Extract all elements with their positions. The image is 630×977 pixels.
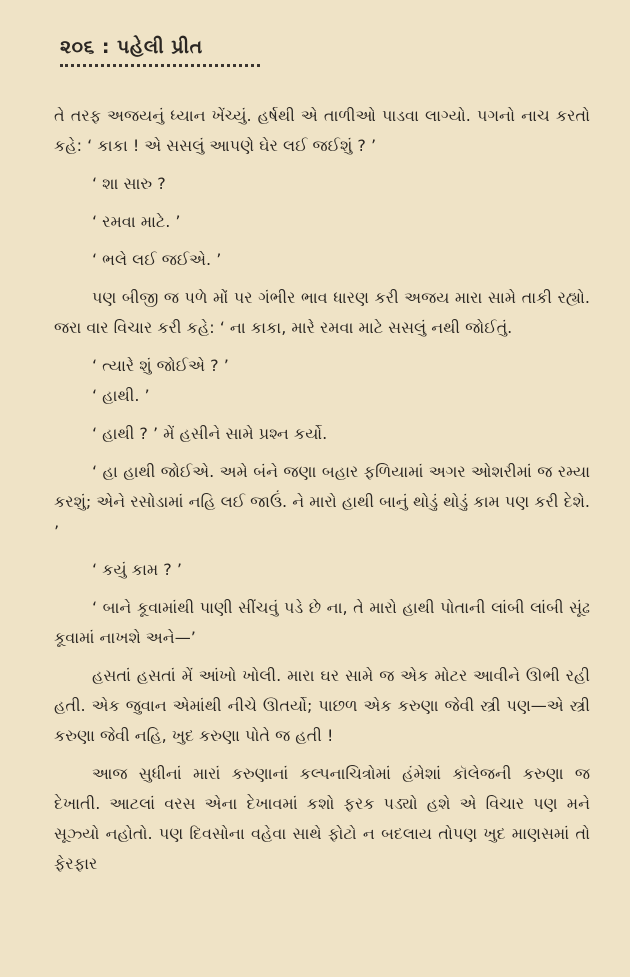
dialogue-line: ‘ રમવા માટે. ’ bbox=[92, 212, 181, 231]
paragraph: ‘ હા હાથી જોઈએ. અમે બંને જણા બહાર ફળિયામાં અગર ઓશરીમાં જ રમ્યા કરશું; એને રસોડામાં નહિ લઈ જાઉં. ને મારો હાથી બાનું થોડું થોડું કામ પણ કરી દેશે. ’ bbox=[54, 462, 590, 541]
header-dotted-rule bbox=[60, 60, 260, 67]
paragraph: ‘ બાને કૂવામાંથી પાણી સીંચવું પડે છે ના, તે મારો હાથી પોતાની લાંબી લાંબી સૂંઢ કૂવામાં નાખશે અને—’ bbox=[54, 598, 590, 647]
dialogue-line: ‘ હાથી. ’ bbox=[92, 386, 150, 405]
paragraph: પણ બીજી જ પળે મોં પર ગંભીર ભાવ ધારણ કરી અજય મારા સામે તાકી રહ્યો. જરા વાર વિચાર કરી કહે: ‘ ના કાકા, મારે રમવા માટે સસલું નથી જોઈતું. bbox=[54, 288, 590, 337]
paragraph: હસતાં હસતાં મેં આંખો ખોલી. મારા ઘર સામે જ એક મોટર આવીને ઊભી રહી હતી. એક જુવાન એમાંથી નીચે ઊતર્યો; પાછળ એક કરુણા જેવી સ્ત્રી પણ—એ સ્ત્રી કરુણા જેવી નહિ, ખુદ કરુણા પોતે જ હતી ! bbox=[54, 666, 590, 745]
paragraph: ‘ હાથી ? ’ મેં હસીને સામે પ્રશ્ન કર્યો. bbox=[92, 424, 328, 443]
dialogue-line: ‘ કયું કામ ? ’ bbox=[92, 560, 182, 579]
dialogue-line: ‘ ભલે લઈ જઈએ. ’ bbox=[92, 250, 222, 269]
paragraph: તે તરફ અજયનું ધ્યાન ખેંચ્યું. હર્ષથી એ તાળીઓ પાડવા લાગ્યો. પગનો નાચ કરતો કહે: ‘ કાકા ! એ સસલું આપણે ઘેર લઈ જઈશું ? ’ bbox=[54, 106, 590, 155]
dialogue-line: ‘ શા સારુ ? bbox=[92, 174, 166, 193]
dialogue-line: ‘ ત્યારે શું જોઈએ ? ’ bbox=[92, 356, 229, 375]
paragraph: આજ સુધીનાં મારાં કરુણાનાં કલ્પનાચિત્રોમાં હંમેશાં કૉલેજની કરુણા જ દેખાતી. આટલાં વરસ એના દેખાવમાં કશો ફરક પડ્યો હશે એ વિચાર પણ મને સૂઝ્યો નહોતો. પણ દિવસોના વહેવા સાથે ફોટો ન બદલાય તોપણ ખુદ માણસમાં તો ફેરફાર bbox=[54, 764, 590, 873]
page-body bbox=[54, 101, 590, 879]
running-head: ૨૦૬ : પહેલી પ્રીત bbox=[60, 36, 203, 58]
